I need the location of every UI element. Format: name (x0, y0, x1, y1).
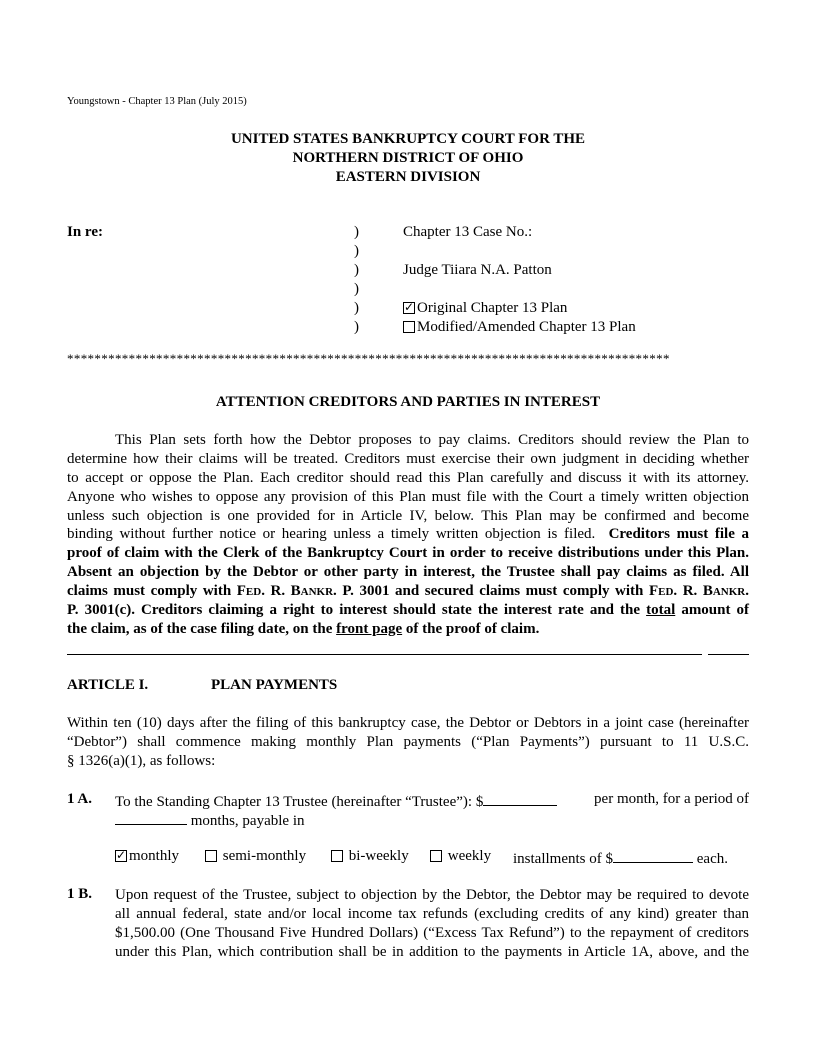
bold-text: amount of (681, 602, 750, 619)
article-intro-paragraph (67, 714, 749, 771)
weekly-checkbox[interactable] (430, 850, 442, 862)
frequency-weekly-option[interactable] (430, 848, 491, 865)
weekly-label: weekly (447, 848, 492, 864)
section-1b-label: 1 B. (67, 886, 93, 902)
modified-plan-option[interactable] (403, 319, 636, 336)
attention-paragraph (67, 431, 749, 639)
rule-citation: Fed. R. Bankr. P. (236, 583, 354, 600)
paragraph-line: Within ten (10) days after the filing of this bankruptcy case, the Debtor or Debtors in a joint case (hereinafter (67, 715, 749, 731)
paragraph-line: determine how their claims will be treated. Creditors must exercise their own judgment in deciding whether (67, 450, 749, 467)
caption-paren: ) (354, 243, 359, 259)
underlined-total: total (646, 602, 676, 619)
frequency-monthly-option[interactable] (115, 848, 179, 865)
original-plan-label: Original Chapter 13 Plan (417, 300, 568, 316)
bold-text: P. 3001(c). Creditors claiming a right to interest should state the interest rate and the (67, 602, 641, 619)
modified-plan-label: Modified/Amended Chapter 13 Plan (417, 319, 636, 335)
paragraph-line: “Debtor”) shall commence making monthly Plan payments (“Plan Payments”) pursuant to 11 U.S.C. (67, 733, 749, 750)
installments-line (513, 848, 728, 868)
paragraph-line: This Plan sets forth how the Debtor proposes to pay claims. Creditors should review the Plan to (115, 432, 749, 448)
bold-text: 3001 and secured claims must comply with (359, 583, 644, 600)
court-name-line-2: NORTHERN DISTRICT OF OHIO (292, 150, 524, 166)
article-number: ARTICLE I. (67, 677, 149, 693)
underlined-front-page: front page (336, 620, 403, 637)
frequency-bi-weekly-option[interactable] (331, 848, 409, 865)
paragraph-line: under this Plan, which contribution shall be in addition to the payments in Article 1A, above, and the (115, 943, 749, 960)
article-title: PLAN PAYMENTS (211, 677, 338, 693)
court-name-line-1: UNITED STATES BANKRUPTCY COURT FOR THE (230, 131, 586, 147)
paragraph-line: unless such objection is one provided for in Article IV, below. This Plan may be confirmed and become (67, 507, 749, 524)
period-months-field[interactable] (115, 810, 187, 825)
trustee-text: To the Standing Chapter 13 Trustee (hereinafter “Trustee”): $ (115, 794, 484, 810)
section-1b-paragraph (115, 886, 749, 962)
monthly-amount-field[interactable] (483, 791, 557, 806)
bold-paragraph-line (67, 601, 749, 620)
bold-notice-start: Creditors must file a (608, 526, 750, 543)
judge-name: Judge Tiiara N.A. Patton (403, 262, 552, 278)
asterisk-separator: **************************************************************************************** (67, 351, 670, 366)
section-1a-line-2 (115, 810, 304, 830)
modified-plan-checkbox[interactable] (403, 321, 415, 333)
bold-paragraph-line: Absent an objection by the Debtor or other party in interest, the Trustee shall pay claims as filed. All (67, 564, 749, 581)
bold-paragraph-line: proof of claim with the Clerk of the Bankruptcy Court in order to receive distributions under this Plan. (67, 545, 749, 562)
paragraph-line: Anyone who wishes to oppose any provision of this Plan must file with the Court a timely written objection (67, 488, 749, 505)
original-plan-option[interactable] (403, 300, 567, 317)
installment-amount-field[interactable] (613, 848, 693, 863)
caption-paren: ) (354, 224, 359, 240)
months-payable-text: months, payable in (190, 813, 305, 829)
caption-paren: ) (354, 300, 359, 316)
court-name-line-3: EASTERN DIVISION (335, 169, 481, 185)
bold-text: of the proof of claim. (405, 620, 540, 637)
semi-monthly-label: semi-monthly (222, 848, 307, 864)
caption-paren: ) (354, 281, 359, 297)
semi-monthly-checkbox[interactable] (205, 850, 217, 862)
form-version-note: Youngstown - Chapter 13 Plan (July 2015) (67, 96, 247, 107)
section-1a-label: 1 A. (67, 791, 93, 807)
bi-weekly-checkbox[interactable] (331, 850, 343, 862)
paragraph-line: all annual federal, state and/or local income tax refunds (excluding credits of any kind) greater than (115, 905, 749, 922)
paragraph-line: to accept or oppose the Plan. Each creditor should read this Plan carefully and discuss it with its attorney. (67, 469, 749, 486)
bold-paragraph-line (67, 620, 749, 639)
caption-paren: ) (354, 262, 359, 278)
bi-weekly-label: bi-weekly (348, 848, 409, 864)
per-month-text: per month, for a period of (594, 791, 749, 807)
each-text: each. (696, 851, 728, 867)
monthly-label: monthly (129, 848, 180, 864)
section-1a-line-1 (115, 791, 557, 811)
rule-citation: Fed. R. Bankr. (648, 583, 749, 600)
bold-paragraph-line (67, 582, 749, 601)
bold-text: claims must comply with (67, 583, 232, 600)
check-mark-icon: ✓ (116, 848, 127, 862)
check-mark-icon: ✓ (404, 300, 415, 314)
case-number-label: Chapter 13 Case No.: (403, 224, 533, 240)
caption-paren: ) (354, 319, 359, 335)
frequency-semi-monthly-option[interactable] (205, 848, 306, 865)
attention-heading: ATTENTION CREDITORS AND PARTIES IN INTEREST (215, 394, 601, 410)
in-re-label: In re: (67, 224, 103, 240)
paragraph-line: Upon request of the Trustee, subject to objection by the Debtor, the Debtor may be required to devote (115, 887, 749, 903)
section-divider-right (708, 654, 749, 655)
paragraph-line: § 1326(a)(1), as follows: (67, 752, 216, 769)
original-plan-checkbox[interactable] (403, 302, 415, 314)
paragraph-line (67, 525, 749, 544)
section-divider-left (67, 654, 702, 655)
monthly-checkbox[interactable] (115, 850, 127, 862)
bold-text: the claim, as of the case filing date, on the (67, 620, 333, 637)
paragraph-text: binding without further notice or hearing unless a timely written objection is filed. (67, 526, 596, 543)
installments-text: installments of $ (513, 851, 613, 867)
paragraph-line: $1,500.00 (One Thousand Five Hundred Dollars) (“Excess Tax Refund”) to the repayment of creditors (115, 924, 749, 941)
